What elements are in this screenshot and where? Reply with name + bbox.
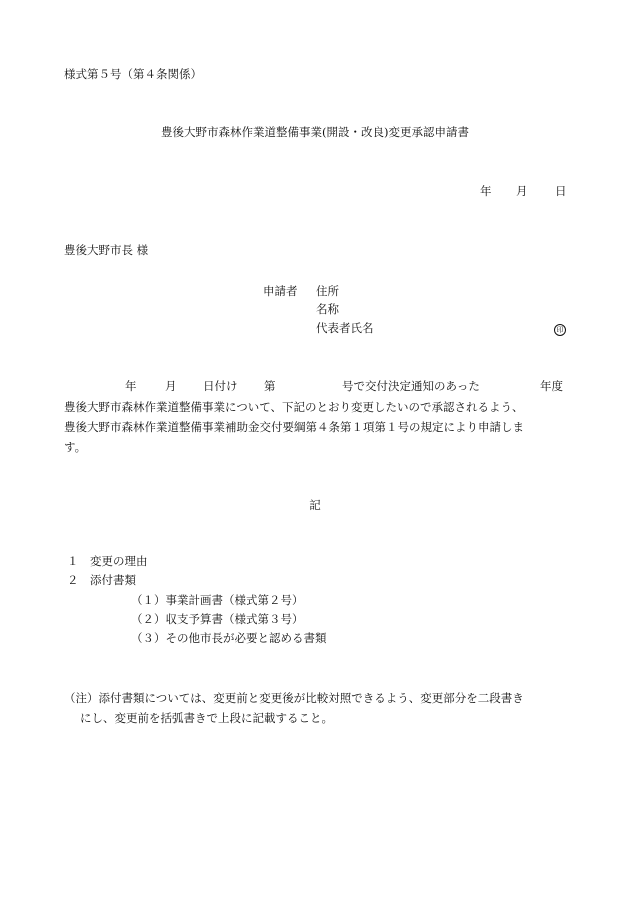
body-month-label: 月 <box>165 379 177 393</box>
document-title: 豊後大野市森林作業道整備事業(開設・改良)変更承認申請書 <box>161 125 469 139</box>
note-line-1: （注）添付書類については、変更前と変更後が比較対照できるよう、変更部分を二段書き <box>64 691 524 705</box>
date-day-label: 日 <box>555 184 567 198</box>
body-date-suffix: 日付け <box>203 379 238 393</box>
body-line-2: 豊後大野市森林作業道整備事業について、下記のとおり変更したいので承認されるよう、 <box>64 400 524 414</box>
attachment-1: （１）事業計画書（様式第２号） <box>131 593 304 607</box>
body-paragraph <box>64 397 579 457</box>
date-month-label: 月 <box>516 184 528 198</box>
item-1-text: 変更の理由 <box>90 554 148 568</box>
addressee: 豊後大野市長 様 <box>64 243 149 257</box>
date-year-label: 年 <box>480 184 492 198</box>
seal-icon: 印 <box>554 324 566 336</box>
attachment-2: （２）収支予算書（様式第３号） <box>131 612 304 626</box>
applicant-label: 申請者 <box>263 284 298 298</box>
body-line-4: す。 <box>64 440 87 454</box>
body-fiscal-year-label: 年度 <box>540 379 563 393</box>
item-2-number: ２ <box>67 573 79 587</box>
body-line-3: 豊後大野市森林作業道整備事業補助金交付要綱第４条第１項第１号の規定により申請しま <box>64 420 524 434</box>
body-notice-text: 号で交付決定通知のあった <box>342 379 480 393</box>
name-label: 名称 <box>316 302 339 316</box>
address-label: 住所 <box>316 284 339 298</box>
representative-label: 代表者氏名 <box>316 321 374 335</box>
body-dai-label: 第 <box>264 379 276 393</box>
note-line-2: にし、変更前を括弧書きで上段に記載すること。 <box>80 711 333 725</box>
item-1-number: １ <box>67 554 79 568</box>
attachment-3: （３）その他市長が必要と認める書類 <box>131 631 327 645</box>
form-number: 様式第５号（第４条関係） <box>64 67 202 81</box>
note-block <box>64 688 579 728</box>
seal-mark <box>554 320 566 336</box>
body-year-label: 年 <box>125 379 137 393</box>
item-2-text: 添付書類 <box>90 573 136 587</box>
ki-heading: 記 <box>309 498 321 512</box>
